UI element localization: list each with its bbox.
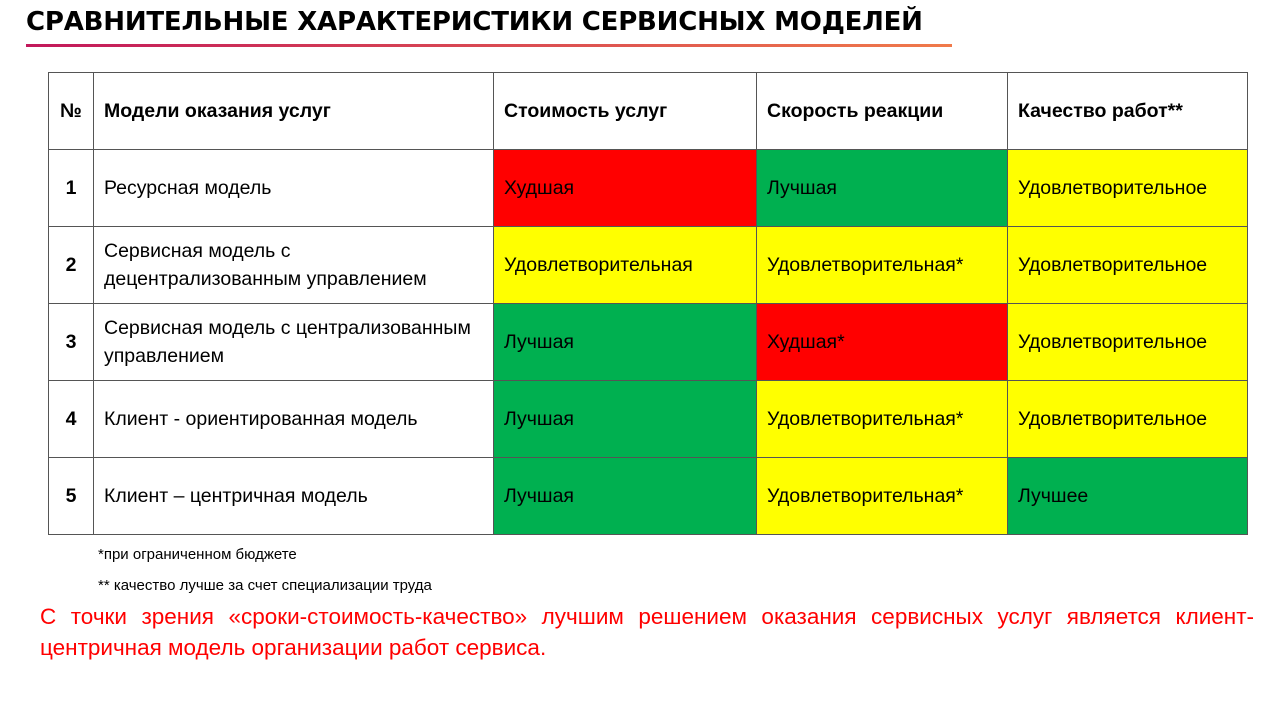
- quality-rating: Удовлетворительное: [1008, 381, 1248, 458]
- row-number: 2: [49, 227, 94, 304]
- cost-rating: Удовлетворительная: [494, 227, 757, 304]
- model-name: Клиент – центричная модель: [94, 458, 494, 535]
- row-number: 1: [49, 150, 94, 227]
- header-model: Модели оказания услуг: [94, 73, 494, 150]
- header-number: №: [49, 73, 94, 150]
- speed-rating: Лучшая: [757, 150, 1008, 227]
- table-row: [49, 458, 1248, 535]
- row-number: 3: [49, 304, 94, 381]
- table-row: [49, 304, 1248, 381]
- model-name: Ресурсная модель: [94, 150, 494, 227]
- cost-rating: Лучшая: [494, 381, 757, 458]
- cost-rating: Худшая: [494, 150, 757, 227]
- row-number: 5: [49, 458, 94, 535]
- row-number: 4: [49, 381, 94, 458]
- table-header-row: [49, 73, 1248, 150]
- speed-rating: Удовлетворительная*: [757, 227, 1008, 304]
- speed-rating: Удовлетворительная*: [757, 381, 1008, 458]
- quality-rating: Лучшее: [1008, 458, 1248, 535]
- quality-rating: Удовлетворительное: [1008, 227, 1248, 304]
- title-underline: [26, 44, 952, 47]
- speed-rating: Худшая*: [757, 304, 1008, 381]
- comparison-table: [48, 72, 1248, 535]
- table-row: [49, 381, 1248, 458]
- table-row: [49, 227, 1248, 304]
- footnote-budget: *при ограниченном бюджете: [98, 546, 297, 563]
- table-row: [49, 150, 1248, 227]
- quality-rating: Удовлетворительное: [1008, 150, 1248, 227]
- model-name: Сервисная модель с централизованным управлением: [94, 304, 494, 381]
- model-name: Сервисная модель с децентрализованным управлением: [94, 227, 494, 304]
- quality-rating: Удовлетворительное: [1008, 304, 1248, 381]
- conclusion-text: С точки зрения «сроки-стоимость-качество» лучшим решением оказания сервисных услуг является клиент-центричная модель организации работ сервиса.: [40, 604, 1254, 660]
- cost-rating: Лучшая: [494, 304, 757, 381]
- cost-rating: Лучшая: [494, 458, 757, 535]
- header-speed: Скорость реакции: [757, 73, 1008, 150]
- footnote-quality: ** качество лучше за счет специализации труда: [98, 577, 432, 594]
- header-cost: Стоимость услуг: [494, 73, 757, 150]
- header-quality: Качество работ**: [1008, 73, 1248, 150]
- model-name: Клиент - ориентированная модель: [94, 381, 494, 458]
- page-title: СРАВНИТЕЛЬНЫЕ ХАРАКТЕРИСТИКИ СЕРВИСНЫХ МОДЕЛЕЙ: [26, 7, 923, 37]
- speed-rating: Удовлетворительная*: [757, 458, 1008, 535]
